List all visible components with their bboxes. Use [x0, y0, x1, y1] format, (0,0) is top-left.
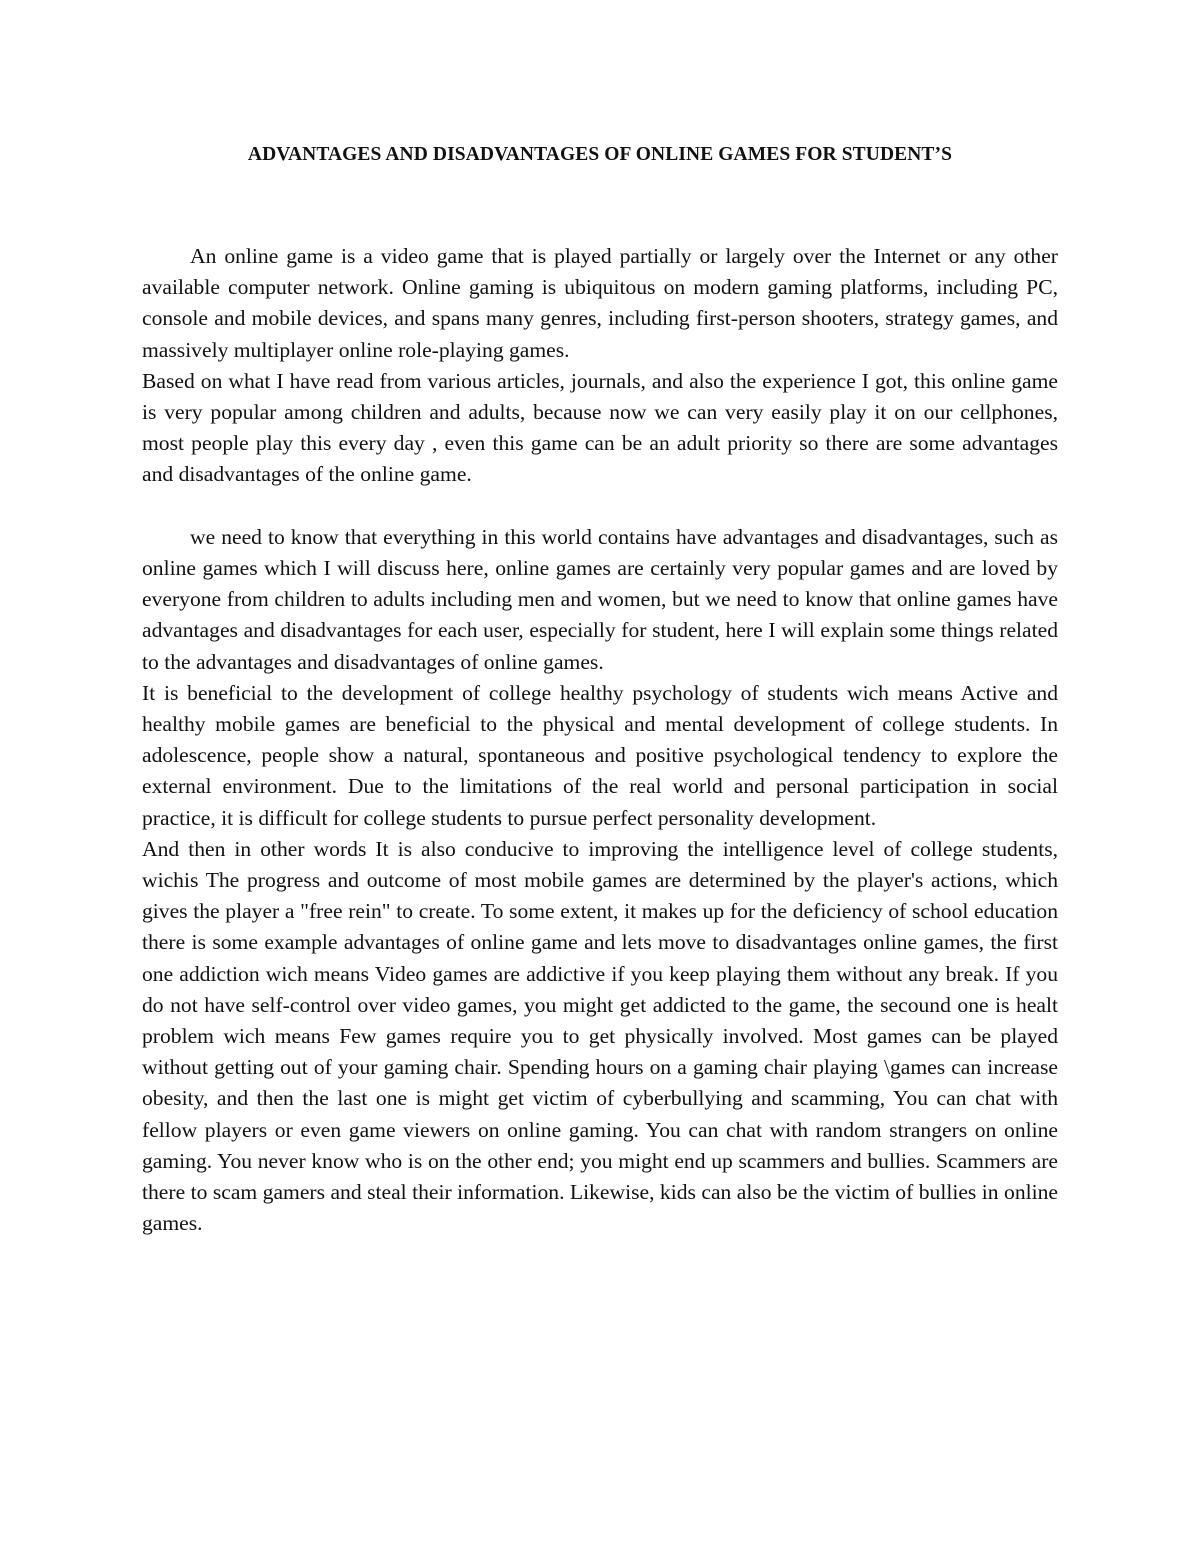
paragraph-online-game-definition: An online game is a video game that is played partially or largely over the Internet or any other available computer network. Online gaming is ubiquitous on modern gaming platforms, including PC, console and mobile devices, and spans many genres, including first-person shooters, strategy games, and massively multiplayer online role-playing games. [142, 244, 1058, 362]
document-body [142, 241, 1058, 1239]
document-title: ADVANTAGES AND DISADVANTAGES OF ONLINE GAMES FOR STUDENT’S [247, 144, 953, 165]
paragraph-popularity: Based on what I have read from various articles, journals, and also the experience I got, this online game is very popular among children and adults, because now we can very easily play it on our cellphones, most people play this every day , even this game can be an adult priority so there are some advantages and disadvantages of the online game. [142, 368, 1058, 487]
paragraph-psychology-benefit: It is beneficial to the development of college healthy psychology of students wich means Active and healthy mobile games are beneficial to the physical and mental development of college students. In adolescence, people show a natural, spontaneous and positive psychological tendency to explore the external environment. Due to the limitations of the real world and personal participation in social practice, it is difficult for college students to pursue perfect personality development. [142, 680, 1058, 830]
paragraph-intelligence-and-disadvantages: And then in other words It is also conducive to improving the intelligence level of college students, wichis The progress and outcome of most mobile games are determined by the player's actions, which gives the player a "free rein" to create. To some extent, it makes up for the deficiency of school education there is some example advantages of online game and lets move to disadvantages online games, the first one addiction wich means Video games are addictive if you keep playing them without any break. If you do not have self-control over video games, you might get addicted to the game, the secound one is healt problem wich means Few games require you to get physically involved. Most games can be played without getting out of your gaming chair. Spending hours on a gaming chair playing \games can increase obesity, and then the last one is might get victim of cyberbullying and scamming, You can chat with fellow players or even game viewers on online gaming. You can chat with random strangers on online gaming. You never know who is on the other end; you might end up scammers and bullies. Scammers are there to scam gamers and steal their information. Likewise, kids can also be the victim of bullies in online games. [142, 836, 1058, 1236]
paragraph-spacer [142, 491, 1058, 522]
paragraph-introduction: we need to know that everything in this world contains have advantages and disadvantages, such as online games which I will discuss here, online games are certainly very popular games and are loved by everyone from children to adults including men and women, but we need to know that online games have advantages and disadvantages for each user, especially for student, here I will explain some things related to the advantages and disadvantages of online games. [142, 524, 1058, 674]
